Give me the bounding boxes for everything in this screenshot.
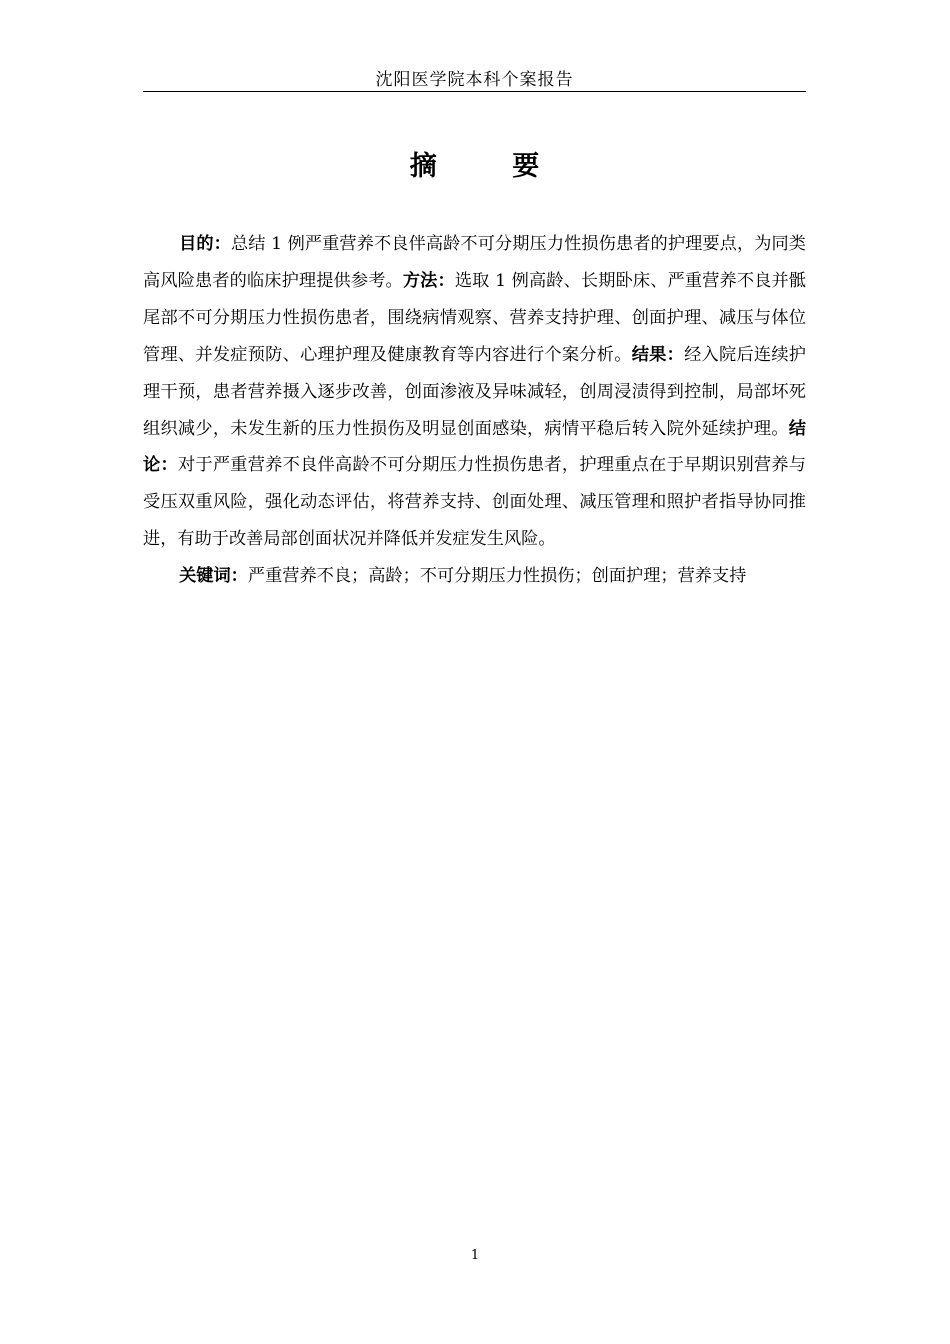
keywords-text: 严重营养不良；高龄；不可分期压力性损伤；创面护理；营养支持 (247, 566, 747, 587)
running-header: 沈阳医学院本科个案报告 (375, 70, 574, 90)
result-text: 经入院后连续护理干预，患者营养摄入逐步改善，创面渗液及异味减轻，创周浸渍得到控制，局部坏死组织减少，未发生新的压力性损伤及明显创面感染，病情平稳后转入院外延续护理。 (143, 344, 806, 439)
keywords-paragraph (143, 558, 806, 595)
method-text: 选取 1 例高龄、长期卧床、严重营养不良并骶尾部不可分期压力性损伤患者，围绕病情观察、营养支持护理、创面护理、减压与体位管理、并发症预防、心理护理及健康教育等内容进行个案分析。 (143, 270, 806, 365)
abstract-paragraph (143, 226, 806, 558)
abstract-body (143, 226, 806, 595)
objective-text: 总结 1 例严重营养不良伴高龄不可分期压力性损伤患者的护理要点，为同类高风险患者的临床护理提供参考。 (143, 234, 806, 291)
method-label: 方法： (402, 270, 455, 291)
result-label: 结果： (631, 344, 685, 365)
page-number: 1 (470, 1248, 480, 1263)
page-title: 摘 要 (409, 151, 573, 182)
objective-label: 目的： (179, 234, 231, 254)
conclusion-label: 结论： (143, 418, 806, 476)
conclusion-text: 对于严重营养不良伴高龄不可分期压力性损伤患者，护理重点在于早期识别营养与受压双重风险，强化动态评估，将营养支持、创面处理、减压管理和照护者指导协同推进，有助于改善局部创面状况并降低并发症发生风险。 (143, 455, 806, 550)
header-divider (143, 91, 806, 92)
keywords-label: 关键词： (179, 566, 248, 587)
